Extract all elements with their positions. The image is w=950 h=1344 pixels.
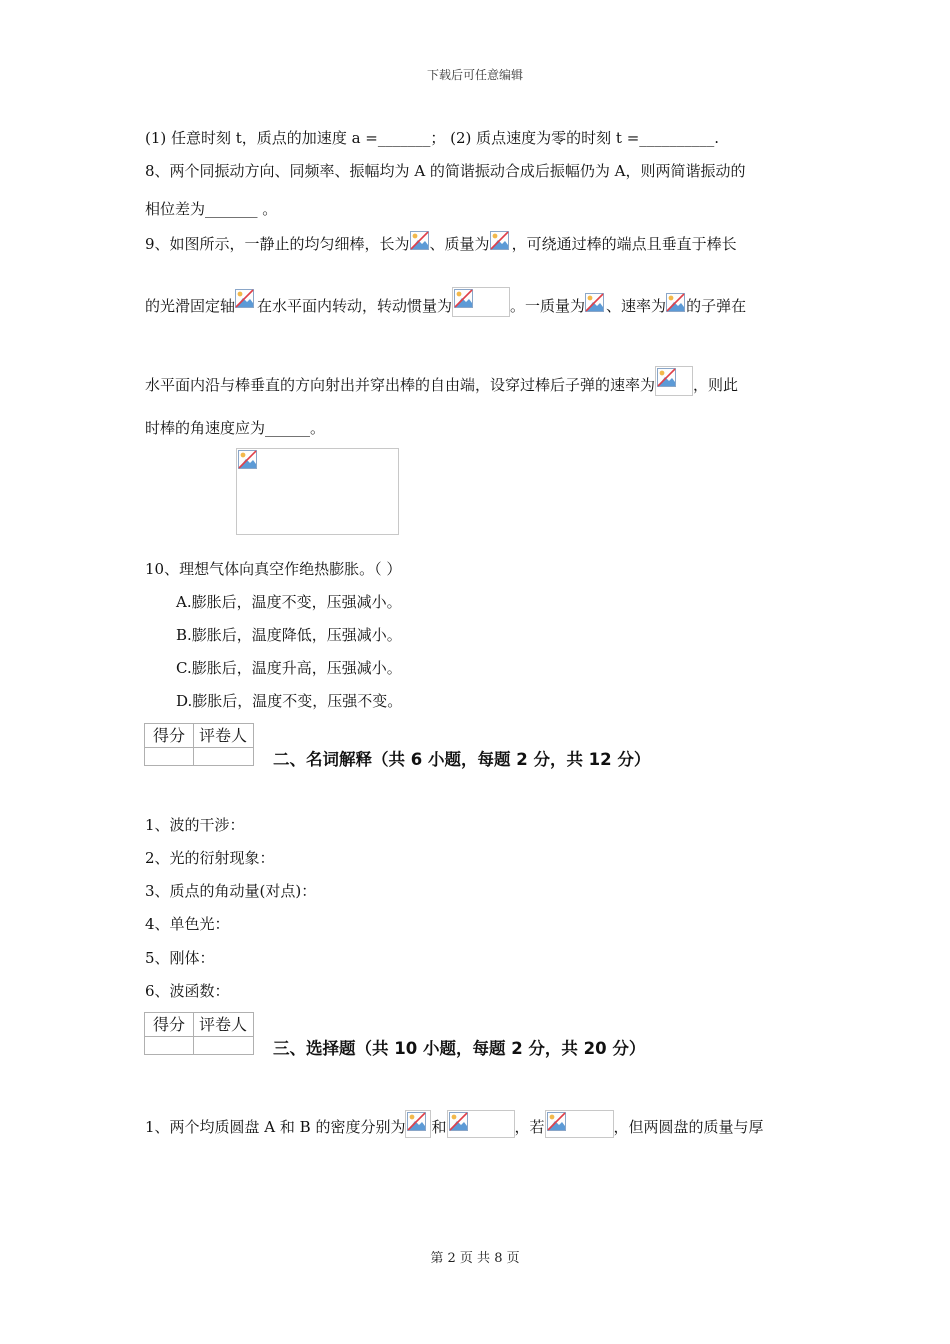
q8-line1: 8、两个同振动方向、同频率、振幅均为 A 的简谐振动合成后振幅仍为 A，则两简谐振动的: [145, 162, 746, 180]
section2-item: 1、波的干涉：: [145, 816, 245, 834]
section2-item: 2、光的衍射现象：: [145, 849, 275, 867]
section3-q1: [145, 1110, 764, 1138]
q9-l2-b: 在水平面内转动，转动惯量为: [257, 297, 453, 315]
broken-image-icon: [545, 1110, 614, 1138]
section2-item: 3、质点的角动量(对点)：: [145, 882, 317, 900]
broken-image-icon: [452, 287, 510, 317]
q9-l2-d: 、速率为: [606, 297, 667, 315]
s3-q1-a: 1、两个均质圆盘 A 和 B 的密度分别为: [145, 1118, 406, 1136]
broken-image-icon: [447, 1110, 515, 1138]
broken-image-icon: [666, 293, 686, 315]
broken-image-icon: [235, 289, 257, 315]
q9-l3-a: 水平面内沿与棒垂直的方向射出并穿出棒的自由端，设穿过棒后子弹的速率为: [145, 376, 656, 394]
q7-separator: ； (2) 质点速度为零的时刻 t =: [430, 129, 640, 147]
broken-image-icon: [238, 450, 257, 469]
q9-l1-b: 、质量为: [429, 235, 490, 253]
s3-q1-d: ，但两圆盘的质量与厚: [613, 1118, 764, 1136]
page-header: 下载后可任意编辑: [426, 68, 523, 82]
q9-l1-a: 9、如图所示，一静止的均匀细棒，长为: [145, 235, 410, 253]
score-box: [144, 723, 254, 766]
q10-option-a: A.膨胀后，温度不变，压强减小。: [176, 593, 402, 611]
broken-image-icon: [655, 366, 693, 396]
score-box: [144, 1012, 254, 1055]
section3-title: 三、选择题（共 10 小题，每题 2 分，共 20 分）: [273, 1039, 646, 1058]
q9-line3: [145, 366, 738, 396]
q9-l3-b: ，则此: [693, 376, 739, 394]
q10-option-d: D.膨胀后，温度不变，压强不变。: [176, 692, 403, 710]
q9-l2-c: 。一质量为: [510, 297, 586, 315]
q9-l2-a: 的光滑固定轴: [145, 297, 236, 315]
q7-blank2: __________: [639, 129, 715, 147]
broken-image-icon: [410, 231, 430, 253]
page-footer: 第 2 页 共 8 页: [430, 1251, 520, 1266]
s3-q1-c: ，若: [514, 1118, 545, 1136]
s3-q1-b: 和: [431, 1118, 447, 1136]
section2-title: 二、名词解释（共 6 小题，每题 2 分，共 12 分）: [273, 750, 651, 769]
q9-figure: [236, 448, 399, 535]
score-label: 得分: [145, 724, 194, 747]
q10-stem: 10、理想气体向真空作绝热膨胀。（ ）: [145, 560, 402, 578]
q10-option-c: C.膨胀后，温度升高，压强减小。: [176, 659, 402, 677]
q8-line2: 相位差为_______ 。: [145, 200, 278, 218]
score-label: 得分: [145, 1013, 194, 1036]
grader-label: 评卷人: [198, 726, 247, 745]
section2-item: 5、刚体：: [145, 949, 215, 967]
q9-line4: 时棒的角速度应为______。: [145, 419, 326, 437]
broken-image-icon: [405, 1110, 431, 1138]
grader-label: 评卷人: [198, 1015, 247, 1034]
q9-line2: [145, 287, 746, 317]
section2-item: 6、波函数：: [145, 982, 230, 1000]
q9-l2-e: 的子弹在: [686, 297, 747, 315]
q7-blank1: _______: [377, 129, 431, 147]
q10-option-b: B.膨胀后，温度降低，压强减小。: [176, 626, 402, 644]
q9-line1: [145, 231, 737, 255]
broken-image-icon: [585, 293, 606, 315]
q7-line: [145, 127, 719, 149]
q7-end: .: [714, 129, 720, 147]
broken-image-icon: [490, 231, 512, 253]
q9-l1-c: ，可绕通过棒的端点且垂直于棒长: [511, 235, 737, 253]
section2-item: 4、单色光：: [145, 915, 230, 933]
q7-part1: (1) 任意时刻 t，质点的加速度 a =: [145, 129, 378, 147]
